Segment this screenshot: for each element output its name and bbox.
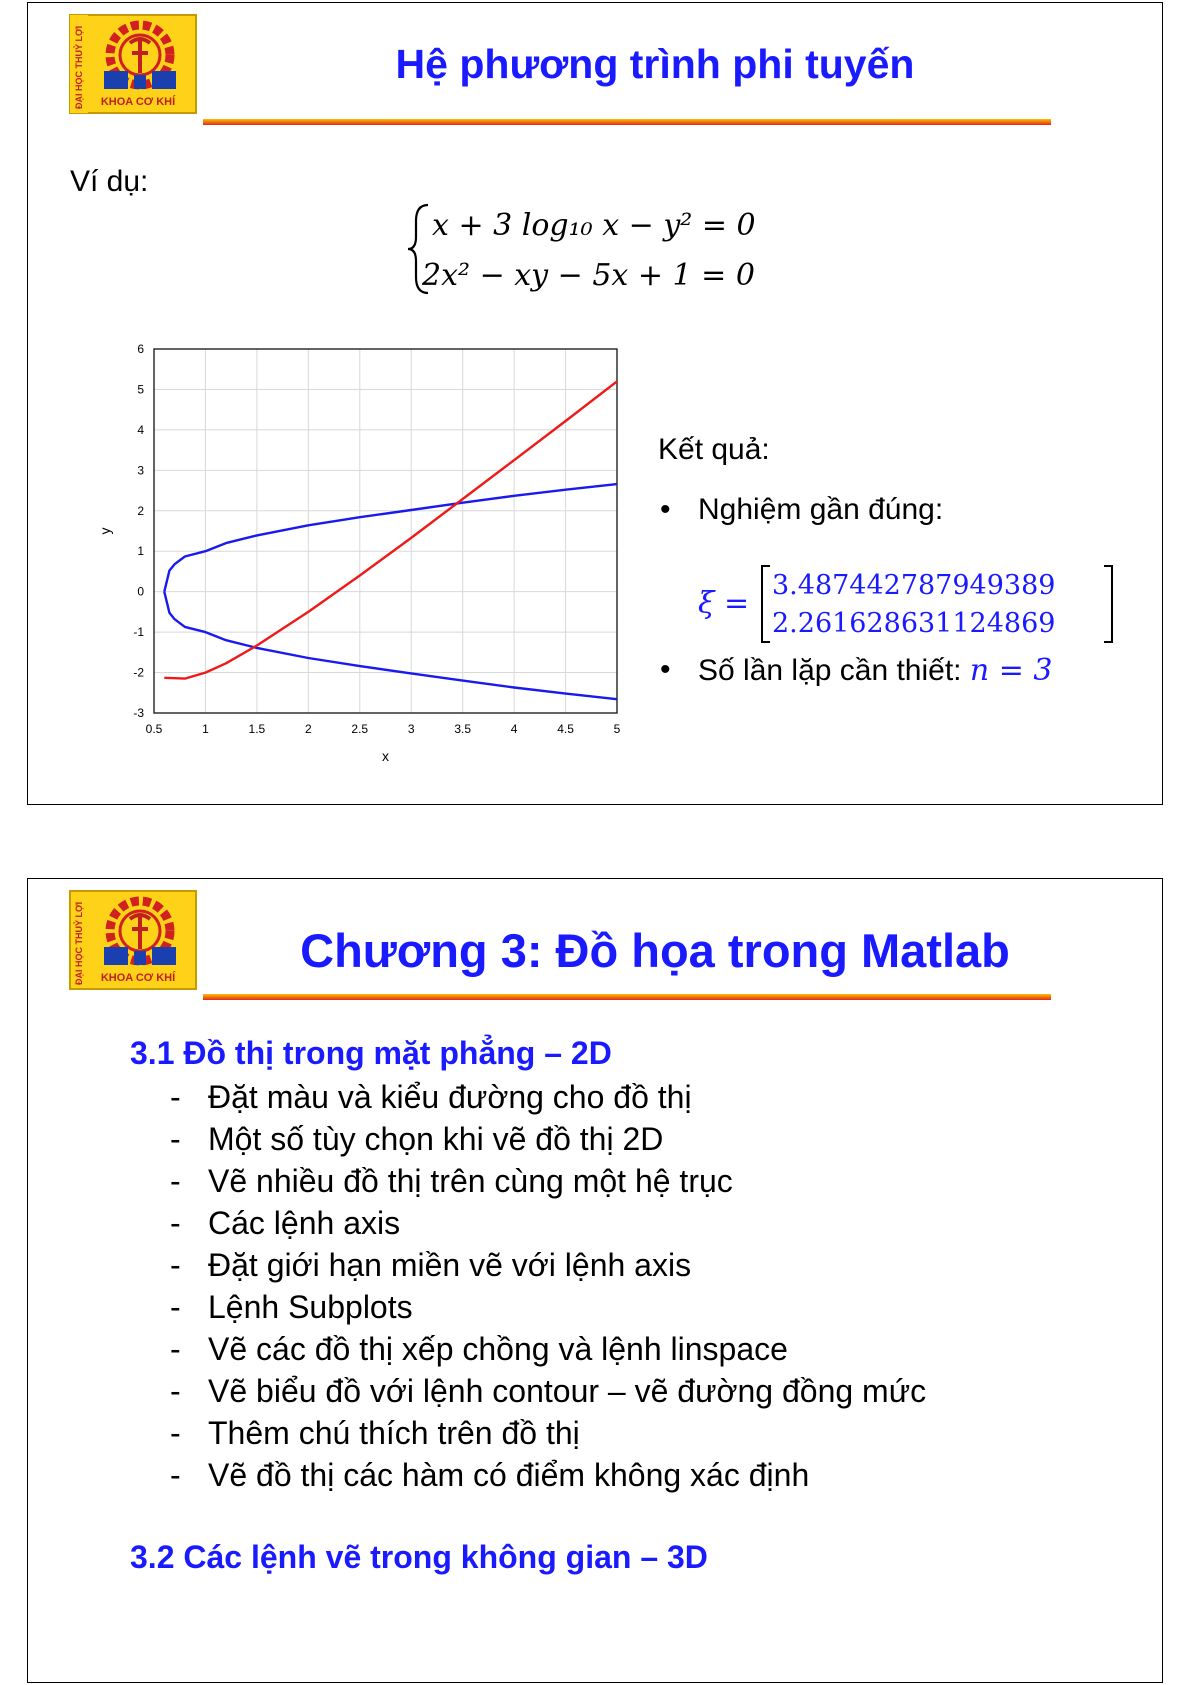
- section-3d-heading: 3.2 Các lệnh vẽ trong không gian – 3D: [130, 1539, 708, 1575]
- y-tick-label: 0: [137, 584, 144, 599]
- example-label: Ví dụ:: [70, 165, 149, 198]
- bullet-iterations: •: [660, 653, 671, 686]
- xi-vector: [696, 558, 1116, 648]
- slide-2: [27, 878, 1163, 1683]
- logo-text-vertical: ĐẠI HỌC THUỶ LỢI: [74, 25, 84, 109]
- xi-symbol: ξ =: [698, 586, 750, 621]
- logo-text-vertical: ĐẠI HỌC THUỶ LỢI: [74, 901, 84, 985]
- section-2d-heading: 3.1 Đồ thị trong mặt phẳng – 2D: [130, 1035, 612, 1071]
- list-item: - Thêm chú thích trên đồ thị: [170, 1415, 580, 1451]
- title-underline: [203, 119, 1051, 125]
- university-logo: [68, 889, 198, 991]
- slide-1: [27, 2, 1163, 805]
- list-item: - Lệnh Subplots: [170, 1289, 413, 1325]
- y-tick-label: 6: [137, 342, 144, 356]
- iterations-row: [698, 653, 1052, 688]
- y-tick-label: -2: [133, 665, 144, 680]
- y-axis-label: y: [97, 527, 113, 535]
- list-item: - Vẽ các đồ thị xếp chồng và lệnh linspace: [170, 1331, 788, 1367]
- equation-system: [406, 199, 826, 299]
- right-bracket: [1104, 566, 1112, 642]
- x-tick-label: 5: [613, 722, 621, 736]
- x-tick-label: 0.5: [145, 722, 163, 736]
- x-tick-label: 1.5: [248, 722, 266, 736]
- list-item: - Vẽ biểu đồ với lệnh contour – vẽ đường đồng mức: [170, 1373, 927, 1409]
- title-underline: [203, 994, 1051, 1000]
- slide-title: Chương 3: Đồ họa trong Matlab: [300, 924, 1010, 977]
- x-tick-label: 3: [407, 722, 415, 736]
- x-tick-label: 2.5: [351, 722, 369, 736]
- plot: [70, 321, 710, 771]
- list-item: - Vẽ nhiều đồ thị trên cùng một hệ trục: [170, 1163, 733, 1199]
- y-tick-label: -1: [133, 625, 144, 640]
- x-tick-label: 4.5: [557, 722, 574, 736]
- plot-area: [154, 349, 617, 713]
- y-tick-label: 4: [137, 422, 144, 437]
- y-tick-label: 5: [137, 382, 144, 397]
- list-item: - Vẽ đồ thị các hàm có điểm không xác định: [170, 1457, 810, 1493]
- list-item: - Đặt giới hạn miền vẽ với lệnh axis: [170, 1247, 692, 1283]
- x-tick-label: 2: [304, 722, 312, 736]
- iterations-label: Số lần lặp cần thiết:: [698, 654, 962, 687]
- university-logo: [68, 13, 198, 115]
- equation-2: 2x² − xy − 5x + 1 = 0: [422, 258, 755, 293]
- approx-label: Nghiệm gần đúng:: [698, 493, 944, 526]
- x-tick-label: 3.5: [454, 722, 472, 736]
- y-tick-label: -3: [133, 706, 144, 720]
- logo-text-bottom: KHOA CƠ KHÍ: [100, 972, 176, 984]
- results-label: Kết quả:: [658, 433, 770, 466]
- bullet-approx: •: [660, 493, 671, 526]
- x-tick-label: 1: [202, 722, 209, 736]
- logo-text-bottom: KHOA CƠ KHÍ: [100, 96, 176, 108]
- slide-title: Hệ phương trình phi tuyến: [395, 41, 915, 87]
- xi-value-2: 2.261628631124869: [772, 608, 1056, 639]
- y-tick-label: 2: [137, 503, 144, 518]
- y-tick-label: 3: [137, 463, 144, 478]
- list-item: - Một số tùy chọn khi vẽ đồ thị 2D: [170, 1121, 664, 1157]
- xi-value-1: 3.487442787949389: [772, 570, 1056, 601]
- y-tick-label: 1: [137, 544, 144, 559]
- equation-1: x + 3 log₁₀ x − y² = 0: [432, 208, 756, 243]
- x-axis-label: x: [382, 748, 389, 764]
- list-item: - Đặt màu và kiểu đường cho đồ thị: [170, 1079, 692, 1115]
- x-tick-label: 4: [510, 722, 518, 736]
- iterations-value: n = 3: [969, 653, 1053, 688]
- left-bracket: [762, 566, 770, 642]
- list-item: - Các lệnh axis: [170, 1205, 401, 1241]
